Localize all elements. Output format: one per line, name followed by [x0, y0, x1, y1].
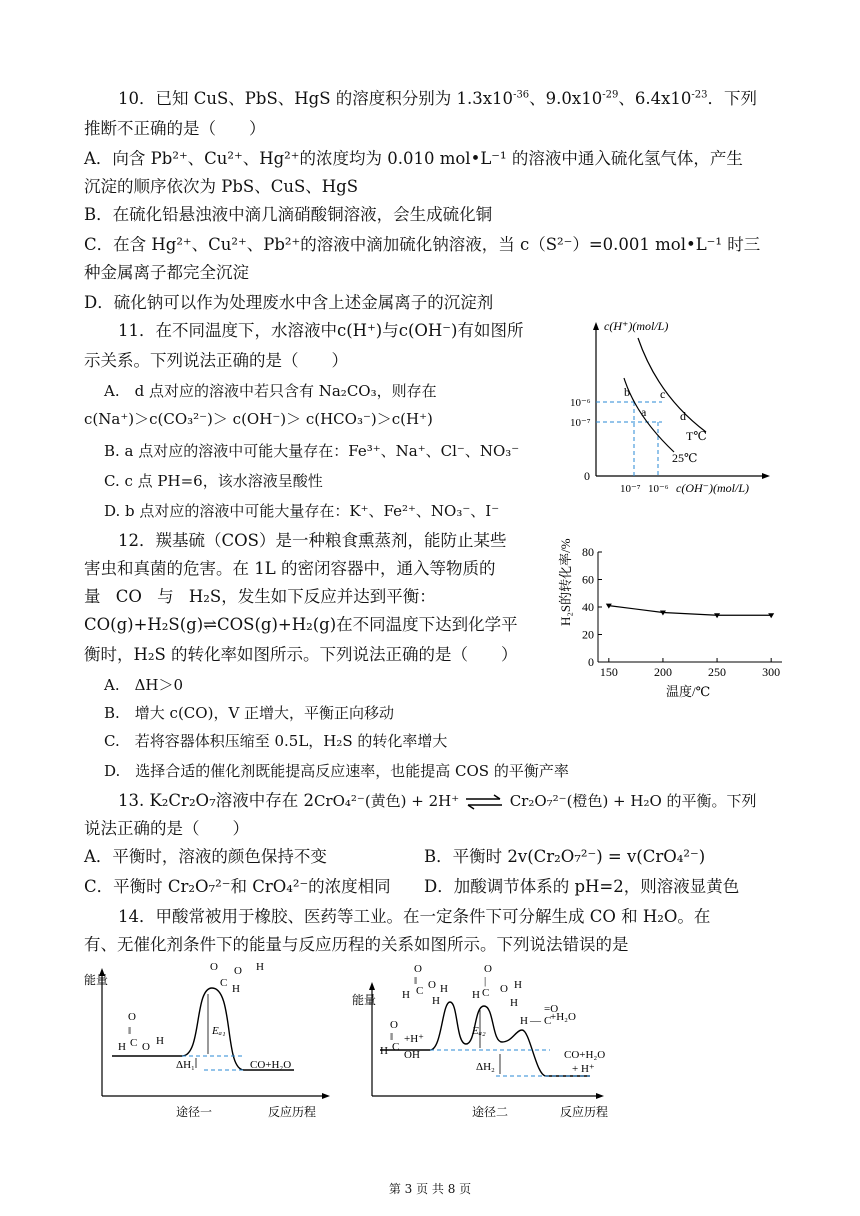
q12-stem-line4: CO(g)+H₂S(g)⇌COS(g)+H₂(g)在不同温度下达到化学平: [84, 615, 518, 634]
q13-stem-line2: 说法正确的是（ ）: [84, 819, 249, 838]
page-footer: 第 3 页 共 8 页: [388, 1182, 472, 1196]
q13-stem-line1: 13. K₂Cr₂O₇溶液中存在 2CrO₄²⁻(黄色) + 2H⁺ Cr₂O₇²⁻(橙色) + H₂O 的平衡。下列: [118, 791, 757, 810]
x-tick-1e-6: 10⁻⁶: [648, 483, 669, 495]
y-axis-label: c(H⁺)(mol/L): [604, 319, 669, 333]
q13-option-d: D．加酸调节体系的 pH=2，则溶液显黄色: [424, 877, 740, 896]
svg-text:H: H: [118, 1041, 126, 1053]
y-tick-label: 80: [582, 545, 594, 559]
q12-stem-line3: 量 CO 与 H₂S，发生如下反应并达到平衡：: [84, 587, 436, 606]
svg-text:O: O: [210, 961, 218, 973]
q11-option-a-line2: c(Na⁺)＞c(CO₃²⁻)＞ c(OH⁻)＞ c(HCO₃⁻)＞c(H⁺): [84, 410, 433, 428]
svg-text:H: H: [156, 1035, 164, 1047]
curve-25c: [624, 378, 674, 452]
svg-text:O: O: [234, 965, 242, 977]
point-b-label: b: [624, 385, 630, 399]
fig2-path-label: 途径二: [472, 1105, 509, 1119]
fig2-y-label: 能量: [352, 993, 377, 1007]
y-tick-label: 60: [582, 572, 594, 587]
q10-option-c-line2: 种金属离子都完全沉淀: [84, 263, 249, 282]
q12-option-d: D. 选择合适的催化剂既能提高反应速率，也能提高 COS 的平衡产率: [104, 762, 569, 780]
fig1-dh-label: ΔH₁: [176, 1059, 195, 1071]
svg-text:—: —: [530, 1015, 541, 1027]
q12-option-a: A. ΔH＞0: [104, 676, 184, 694]
q12-option-c: C. 若将容器体积压缩至 0.5L，H₂S 的转化率增大: [104, 732, 448, 750]
q13-option-b: B．平衡时 2v(Cr₂O₇²⁻) = v(CrO₄²⁻): [424, 847, 706, 866]
svg-text:H: H: [510, 997, 518, 1009]
q13-option-a: A．平衡时，溶液的颜色保持不变: [84, 847, 327, 866]
x-tick-label: 300: [762, 665, 781, 679]
y-tick-1e-6: 10⁻⁶: [570, 397, 591, 409]
origin-label: 0: [584, 469, 590, 483]
fig2-intermediate-2-structure: [472, 963, 522, 1009]
fig1-path-label: 途径一: [176, 1105, 213, 1119]
curve-25c-label: 25℃: [672, 451, 698, 465]
svg-text:C: C: [416, 985, 424, 997]
x-tick-label: 250: [708, 665, 727, 679]
fig2-product-label-2: + H⁺: [572, 1063, 595, 1075]
svg-text:C: C: [220, 977, 228, 989]
q12-stem-line5: 衡时，H₂S 的转化率如图所示。下列说法正确的是（ ）: [84, 645, 518, 664]
svg-text:OH: OH: [404, 1049, 420, 1061]
svg-text:O: O: [128, 1011, 136, 1023]
fig2-dh-label: ΔH₂: [476, 1061, 495, 1073]
q12-stem-line2: 害虫和真菌的危害。在 1L 的密闭容器中，通入等物质的: [84, 559, 496, 578]
svg-text:C: C: [392, 1041, 400, 1053]
x-tick-1e-7: 10⁻⁷: [620, 483, 641, 495]
q11-stem-line1: 11．在不同温度下，水溶液中c(H⁺)与c(OH⁻)有如图所: [118, 321, 524, 340]
q10-stem-line1: 10．已知 CuS、PbS、HgS 的溶度积分别为 $1.3x10^{-36}$、$9.0x10^{-29}$、$6.4x10^{-23}$．下列: [118, 89, 757, 108]
svg-text:H: H: [472, 989, 480, 1001]
q10-option-d: D．硫化钠可以作为处理废水中含上述金属离子的沉淀剂: [84, 293, 494, 312]
fig1-x-label: 反应历程: [268, 1105, 317, 1119]
svg-text:C: C: [130, 1037, 138, 1049]
q11-option-d: D. b 点对应的溶液中可能大量存在：K⁺、Fe²⁺、NO₃⁻、I⁻: [104, 502, 500, 520]
q10-stem-line2: 推断不正确的是（ ）: [84, 119, 266, 138]
q10-option-a-line2: 沉淀的顺序依次为 PbS、CuS、HgS: [84, 177, 359, 196]
fig1-product-label: CO+H₂O: [250, 1059, 292, 1071]
q11-option-c: C. c 点 PH=6，该水溶液呈酸性: [104, 472, 323, 490]
svg-text:H: H: [402, 989, 410, 1001]
y-tick-1e-7: 10⁻⁷: [570, 417, 591, 429]
x-tick-label: 150: [599, 665, 618, 679]
q12-option-b: B. 增大 c(CO)，V 正增大，平衡正向移动: [104, 704, 395, 722]
fig2-product-label-1: CO+H₂O: [564, 1049, 606, 1061]
q14-energy-diagram-pathway-2: [350, 958, 620, 1124]
fig2-intermediate-1-structure: [402, 963, 448, 1007]
svg-text:|: |: [484, 975, 487, 987]
fig2-x-label: 反应历程: [560, 1105, 609, 1119]
fig1-energy-curve: [112, 988, 294, 1070]
x-axis-label: c(OH⁻)(mol/L): [676, 481, 749, 495]
svg-text:O: O: [500, 983, 508, 995]
fig2-plus-h-label: +H⁺: [404, 1033, 424, 1045]
svg-text:H: H: [256, 961, 264, 973]
q11-option-b: B. a 点对应的溶液中可能大量存在：Fe³⁺、Na⁺、Cl⁻、NO₃⁻: [104, 442, 520, 460]
series-line: [609, 606, 771, 616]
fig2-plus-h2o-label: +H₂O: [550, 1011, 576, 1023]
y-tick-label: 20: [582, 627, 594, 642]
svg-text:‖: ‖: [414, 975, 418, 987]
svg-text:O: O: [428, 979, 436, 991]
q11-option-a-line1: A. d 点对应的溶液中若只含有 Na₂CO₃，则存在: [104, 382, 437, 400]
y-tick-label: 40: [582, 600, 594, 614]
point-d-label: d: [680, 409, 686, 423]
svg-text:‖: ‖: [128, 1025, 132, 1037]
chart-y-label: H₂S的转化率/%: [558, 538, 573, 626]
svg-text:=O: =O: [544, 1003, 559, 1015]
q12-stem-line1: 12．羰基硫（COS）是一种粮食熏蒸剂，能防止某些: [118, 531, 507, 550]
fig1-formic-acid-structure: [118, 1011, 164, 1053]
equilibrium-arrow-icon: [464, 795, 504, 809]
q10-option-b: B．在硫化铅悬浊液中滴几滴硝酸铜溶液，会生成硫化铜: [84, 205, 493, 224]
svg-text:H: H: [432, 995, 440, 1007]
point-c-label: c: [660, 387, 666, 401]
svg-text:H: H: [514, 979, 522, 991]
svg-text:C: C: [544, 1015, 552, 1027]
chart-x-label: 温度/℃: [666, 684, 711, 699]
svg-text:O: O: [414, 963, 422, 975]
q14-energy-diagram-pathway-1: [84, 958, 344, 1124]
q11-water-ionization-figure: [566, 316, 790, 500]
svg-text:H: H: [232, 983, 240, 995]
q13-option-c: C．平衡时 Cr₂O₇²⁻和 CrO₄²⁻的浓度相同: [84, 877, 391, 896]
svg-text:O: O: [484, 963, 492, 975]
y-tick-label: 0: [588, 655, 594, 669]
q14-stem-line1: 14．甲酸常被用于橡胶、医药等工业。在一定条件下可分解生成 CO 和 H₂O。在: [118, 907, 711, 926]
svg-text:H: H: [380, 1045, 388, 1057]
q10-option-c-line1: C．在含 Hg²⁺、Cu²⁺、Pb²⁺的溶液中滴加硫化钠溶液，当 c（S²⁻）=0.001 mol•L⁻¹ 时三: [84, 235, 761, 254]
q14-stem-line2: 有、无催化剂条件下的能量与反应历程的关系如图所示。下列说法错误的是: [84, 935, 629, 954]
svg-text:H: H: [520, 1015, 528, 1027]
fig2-ea-label: Eₐ₂: [472, 1025, 486, 1037]
point-a-label: a: [641, 405, 647, 419]
fig1-y-label: 能量: [84, 973, 109, 987]
y-axis-arrow: [593, 322, 599, 330]
svg-text:H: H: [440, 983, 448, 995]
x-axis-arrow: [762, 473, 770, 479]
x-tick-label: 200: [653, 665, 672, 679]
curve-tc: [638, 338, 706, 432]
q10-option-a-line1: A．向含 Pb²⁺、Cu²⁺、Hg²⁺的浓度均为 0.010 mol•L⁻¹ 的溶液中通入硫化氢气体，产生: [84, 149, 743, 168]
q12-conversion-chart: [560, 534, 796, 700]
curve-tc-label: T℃: [686, 429, 707, 443]
svg-text:O: O: [390, 1019, 398, 1031]
svg-text:C: C: [482, 987, 490, 999]
fig1-ea-label: Eₐ₁: [212, 1025, 226, 1037]
q11-stem-line2: 示关系。下列说法正确的是（ ）: [84, 351, 348, 370]
svg-text:‖: ‖: [390, 1031, 394, 1043]
svg-text:O: O: [142, 1041, 150, 1053]
